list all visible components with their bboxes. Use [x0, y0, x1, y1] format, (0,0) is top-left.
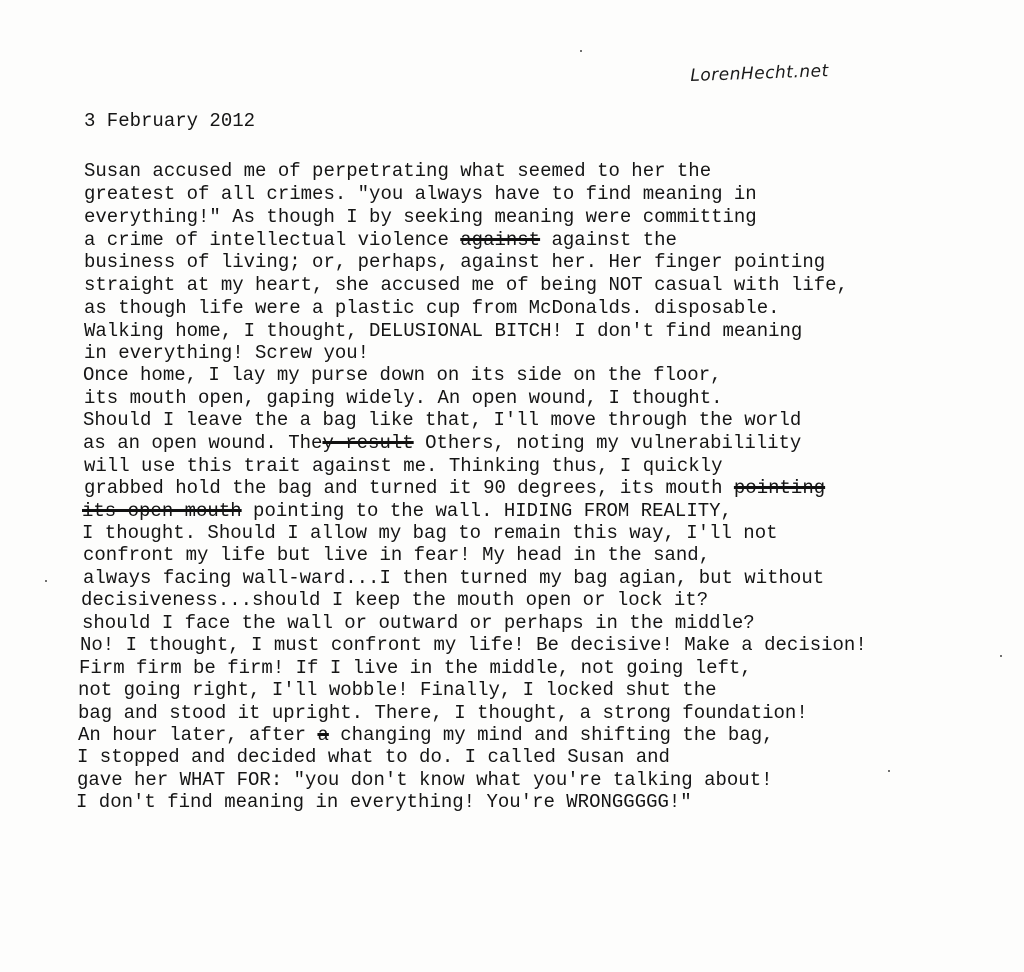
text-line	[84, 160, 711, 182]
text-line	[77, 746, 670, 768]
text-line	[76, 791, 692, 813]
text-line	[84, 477, 825, 499]
text-segment: decisiveness...should I keep the mouth open or lock it?	[81, 589, 709, 612]
text-line	[78, 679, 717, 701]
text-line	[78, 702, 808, 724]
text-segment: changing my mind and shifting the bag,	[328, 724, 774, 747]
text-line	[83, 409, 801, 431]
text-segment: everything!" As though I by seeking meaning were committing	[84, 205, 757, 228]
text-segment: as though life were a plastic cup from McDonalds. disposable.	[84, 296, 780, 319]
text-segment: a crime of intellectual violence	[84, 228, 461, 251]
paper-speck	[580, 50, 582, 52]
text-segment: I don't find meaning in everything! You're WRONGGGGG!"	[76, 791, 692, 814]
text-segment: Walking home, I thought, DELUSIONAL BITCH! I don't find meaning	[84, 319, 803, 342]
text-segment: Firm firm be firm! If I live in the middle, not going left,	[79, 656, 752, 679]
text-segment: An hour later, after	[78, 724, 318, 747]
paper-speck	[1000, 655, 1002, 657]
text-line	[82, 612, 755, 634]
text-line	[82, 500, 732, 522]
text-segment: Once home, I lay my purse down on its side on the floor,	[83, 364, 722, 387]
text-line	[83, 364, 722, 386]
text-segment: not going right, I'll wobble! Finally, I locked shut the	[78, 679, 717, 702]
handwritten-signature: LorenHecht.net	[690, 61, 830, 86]
text-segment: Should I leave the a bag like that, I'll move through the world	[83, 409, 802, 432]
text-line	[83, 544, 710, 566]
text-segment: confront my life but live in fear! My head in the sand,	[83, 544, 711, 567]
text-segment: I thought. Should I allow my bag to remain this way, I'll not	[82, 521, 778, 544]
text-line	[84, 455, 723, 477]
text-line	[84, 229, 677, 251]
text-segment: No! I thought, I must confront my life! Be decisive! Make a decision!	[80, 634, 867, 657]
text-line	[81, 589, 708, 611]
text-segment: against the	[540, 228, 677, 251]
text-line	[84, 297, 780, 319]
text-segment: gave her WHAT FOR: "you don't know what you're talking about!	[77, 769, 773, 792]
struck-text: a	[317, 724, 329, 747]
text-segment: I stopped and decided what to do. I called Susan and	[77, 746, 670, 769]
text-line	[84, 206, 757, 228]
letter-date: 3 February 2012	[84, 110, 256, 132]
text-segment: business of living; or, perhaps, against her. Her finger pointing	[84, 251, 826, 274]
text-line	[84, 251, 825, 273]
text-segment: pointing to the wall. HIDING FROM REALITY,	[241, 499, 732, 522]
text-segment: grabbed hold the bag and turned it 90 degrees, its mouth	[84, 477, 734, 500]
text-line	[82, 522, 778, 544]
text-line	[78, 724, 774, 746]
text-segment: bag and stood it upright. There, I thought, a strong foundation!	[78, 701, 808, 724]
text-segment: greatest of all crimes. "you always have to find meaning in	[84, 182, 757, 205]
text-segment: straight at my heart, she accused me of being NOT casual with life,	[84, 273, 848, 296]
text-segment: in everything! Screw you!	[84, 342, 370, 365]
struck-text: against	[460, 228, 541, 251]
paper-speck	[45, 580, 47, 582]
text-segment: always facing wall-ward...I then turned my bag agian, but without	[83, 566, 825, 589]
text-line	[84, 183, 757, 205]
text-line	[84, 320, 802, 342]
text-line	[83, 432, 801, 454]
text-line	[80, 634, 867, 656]
text-line	[84, 274, 848, 296]
struck-text: its open mouth	[82, 499, 242, 522]
text-segment: will use this trait against me. Thinking thus, I quickly	[84, 454, 723, 477]
struck-text: y result	[322, 432, 414, 455]
text-segment: Susan accused me of perpetrating what seemed to her the	[84, 160, 712, 182]
text-segment: Others, noting my vulnerabilility	[413, 432, 802, 455]
text-line	[77, 769, 773, 791]
struck-text: pointing	[733, 477, 826, 500]
text-line	[79, 657, 752, 679]
text-line	[84, 387, 723, 409]
text-segment: as an open wound. The	[83, 432, 323, 455]
paper-speck	[888, 770, 890, 772]
text-line	[84, 342, 369, 364]
text-segment: should I face the wall or outward or perhaps in the middle?	[82, 611, 755, 634]
text-segment: its mouth open, gaping widely. An open wound, I thought.	[84, 386, 723, 409]
text-line	[83, 567, 824, 589]
